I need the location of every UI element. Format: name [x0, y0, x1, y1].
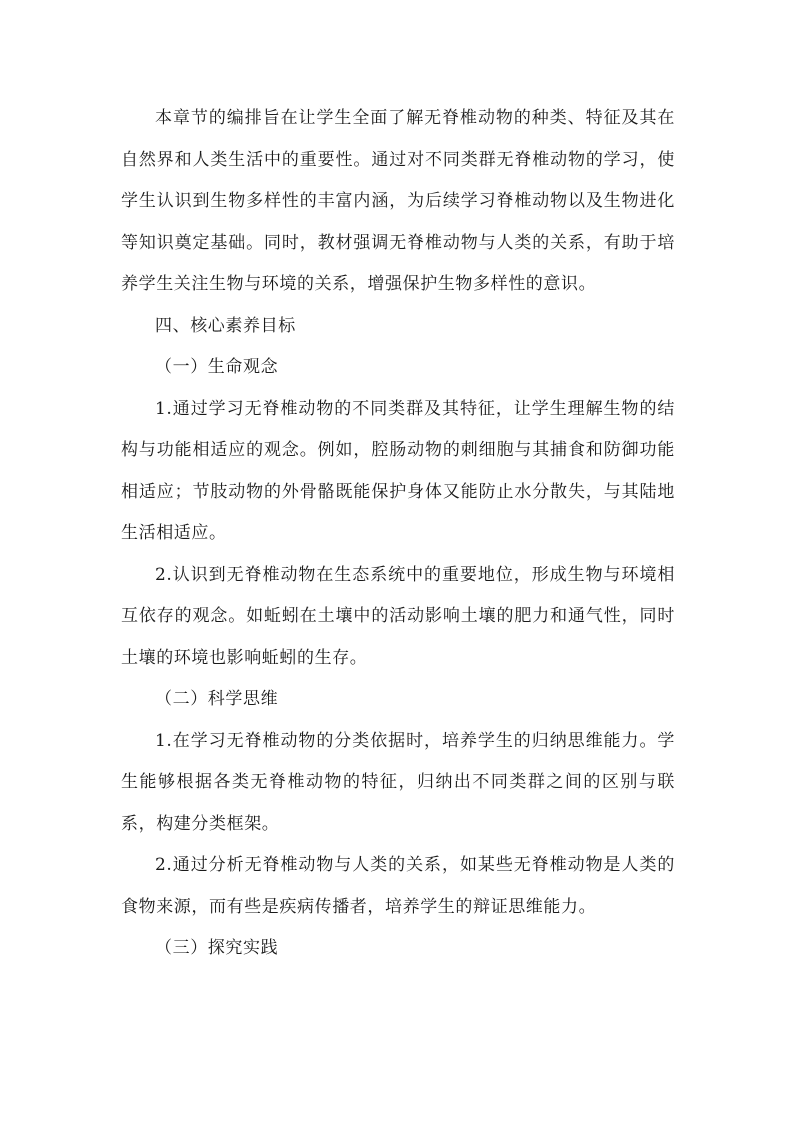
- subsection-heading-life-concept: （一）生命观念: [155, 357, 279, 377]
- paragraph-life-concept-2: 2.认识到无脊椎动物在生态系统中的重要地位，形成生物与环境相互依存的观念。如蚯蚓在土壤中的活动影响土壤的肥力和通气性，同时土壤的环境也影响蚯蚓的生存。: [121, 564, 675, 668]
- paragraph-life-concept-1: 1.通过学习无脊椎动物的不同类群及其特征，让学生理解生物的结构与功能相适应的观念。例如，腔肠动物的刺细胞与其捕食和防御功能相适应；节肢动物的外骨骼既能保护身体又能防止水分散失，与其陆地生活相适应。: [121, 398, 675, 543]
- section-heading-core-literacy: 四、核心素养目标: [155, 315, 296, 336]
- subsection-heading-scientific-thinking: （二）科学思维: [155, 689, 279, 709]
- subsection-heading-inquiry-practice: （三）探究实践: [155, 938, 279, 958]
- paragraph-intro: 本章节的编排旨在让学生全面了解无脊椎动物的种类、特征及其在自然界和人类生活中的重要性。通过对不同类群无脊椎动物的学习，使学生认识到生物多样性的丰富内涵，为后续学习脊椎动物以及生物进化等知识奠定基础。同时，教材强调无脊椎动物与人类的关系，有助于培养学生关注生物与环境的关系，增强保护生物多样性的意识。: [121, 108, 675, 294]
- paragraph-scientific-thinking-2: 2.通过分析无脊椎动物与人类的关系，如某些无脊椎动物是人类的食物来源，而有些是疾病传播者，培养学生的辩证思维能力。: [121, 855, 675, 917]
- paragraph-scientific-thinking-1: 1.在学习无脊椎动物的分类依据时，培养学生的归纳思维能力。学生能够根据各类无脊椎动物的特征，归纳出不同类群之间的区别与联系，构建分类框架。: [121, 730, 675, 834]
- document-body: [121, 98, 675, 970]
